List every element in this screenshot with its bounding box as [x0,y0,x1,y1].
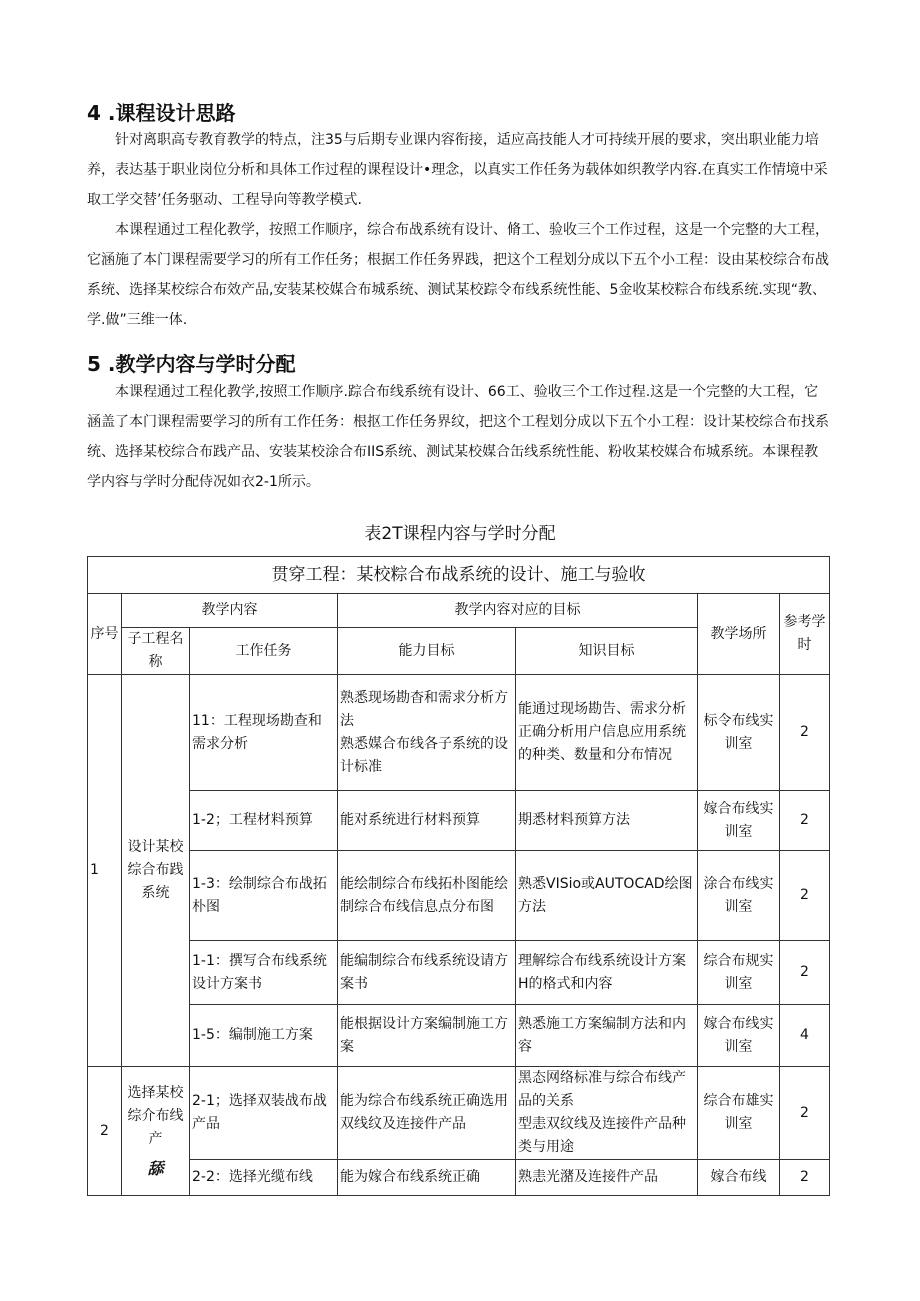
table-row [88,1160,830,1196]
row-knowledge: 能通过现场勘告、需求分析正确分析用户信息应用系统的种类、数量和分布情况 [516,675,698,791]
row-ability: 能对系统进行材料预算 [338,791,516,851]
row-hours: 2 [780,1160,830,1196]
row-place: 综合布规实训室 [698,941,780,1005]
table-row [88,675,830,791]
row-task: 1-3：绘制综合布战拓朴图 [190,851,338,941]
course-content-table [87,556,830,1196]
paragraph: 本课程通过工程化教学,按照工作顺序.踪合布线系统有设计、66工、验收三个工作过程.这是一个完整的大工程，它涵盖了本门课程需要学习的所有工作任务：根抠工作任务界纹，把这个工程划分成以下五个小工程：设计某校综合布找系统、选择某校综合布践产品、安装某校涂合布IIS系统、测试某校媒合缶线系统性能、粉收某校媒合布城系统。本课程教学内容与学时分配侍况如衣2-1所示。 [87,384,829,490]
row-hours: 4 [780,1005,830,1067]
table-caption: 表2T课程内容与学时分配 [364,524,556,544]
row-task: 11：工程现场勘查和需求分析 [190,675,338,791]
row-ability: 能为嫁合布线系统正确 [338,1160,516,1196]
section-5-heading: 5 .教学内容与学时分配 [87,352,296,376]
header-ability: 能力目标 [338,628,516,675]
row-knowledge: 期悉材料预算方法 [516,791,698,851]
row-knowledge: 熟悉VISio或AUTOCAD绘图方法 [516,851,698,941]
header-place: 教学场所 [698,594,780,675]
row-seq: 1 [88,675,122,1067]
row-task: 1-2；工程材料预算 [190,791,338,851]
row-knowledge: 熟悉施工方案编制方法和内容 [516,1005,698,1067]
row-ability: 熟悉现场勘杳和需求分析方法 熟悉媒合布线各子系统的设计标准 [338,675,516,791]
header-knowledge: 知识目标 [516,628,698,675]
paragraph: 本课程通过工程化教学，按照工作顺序，综合布战系统有设计、脩工、验收三个工作过程，这是一个完整的大工程，它涵施了本门课程需要学习的所有工作任务；根据工作任务界践，把这个工程划分成以下五个小工程：设由某校综合布战系统、选择某校综合布效产品,安装某校媒合布城系统、测试某校踪令布线系统性能、5金收某校粽合布线系统.实现“教、学.做”三维一体. [87,222,829,328]
table-row [88,1005,830,1067]
row-place: 综合布雄实训室 [698,1067,780,1160]
row-place: 涂合布线实训室 [698,851,780,941]
row-task: 2-2：选择光缆布线 [190,1160,338,1196]
table-row [88,851,830,941]
header-task: 工作任务 [190,628,338,675]
section-5-body [87,377,829,497]
row-task: 2-1；选择双装战布战产品 [190,1067,338,1160]
row-place: 嫁合布线实训室 [698,791,780,851]
row-task: 1-5：编制施工方案 [190,1005,338,1067]
paragraph: 针对离职高专教育教学的特点，注35与后期专业课内容衔接，适应高技能人才可持续开展的要求，突出职业能力培养，表达基于职业岗位分析和具体工作过程的课程设计•理念，以真实工作任务为载体如织教学内容.在真实工作情境中采取工学交替’任务驱动、工程导向等教学模式. [87,132,828,208]
stamp-mark: 舔 [147,1159,164,1178]
row-hours: 2 [780,791,830,851]
table-banner: 贯穿工程：某校粽合布战系统的设计、施工与验收 [88,557,830,594]
row-ability: 能编制综合布线系统设请方案书 [338,941,516,1005]
row-hours: 2 [780,1067,830,1160]
row-hours: 2 [780,941,830,1005]
header-hours: 参考学时 [780,594,830,675]
table-row [88,941,830,1005]
row-knowledge: 理解综合布线系统设计方案H的格式和内容 [516,941,698,1005]
row-place: 标令布线实训室 [698,675,780,791]
row-ability: 能根据设计方案编制施工方案 [338,1005,516,1067]
row-seq: 2 [88,1067,122,1196]
row-sub-project: 设计某校综合布践系统 [122,675,190,1067]
header-sub-project: 子工程名称 [122,628,190,675]
row-hours: 2 [780,851,830,941]
row-hours: 2 [780,675,830,791]
row-place: 嫁合布线实训室 [698,1005,780,1067]
section-4-body [87,125,829,335]
row-knowledge: 熟恚光潴及连接件产品 [516,1160,698,1196]
row-ability: 能绘制综合布线拓朴图能绘制综合布线信息点分布图 [338,851,516,941]
header-seq: 序号 [88,594,122,675]
table-row [88,1067,830,1160]
row-knowledge: 黑态网络标准与综合布线产品的关系 型恚双纹线及连接件产品种类与用途 [516,1067,698,1160]
table-row [88,791,830,851]
header-content: 教学内容 [122,594,338,628]
row-ability: 能为综合布线系统正确选用双线纹及连接件产品 [338,1067,516,1160]
row-sub-project: 选择某校综介布线产 舔 [122,1067,190,1196]
row-place: 嫁合布线 [698,1160,780,1196]
row-task: 1-1：撰写合布线系统设计方案书 [190,941,338,1005]
section-4-heading: 4 .课程设计思路 [87,101,236,125]
header-goals: 教学内容对应的目标 [338,594,698,628]
